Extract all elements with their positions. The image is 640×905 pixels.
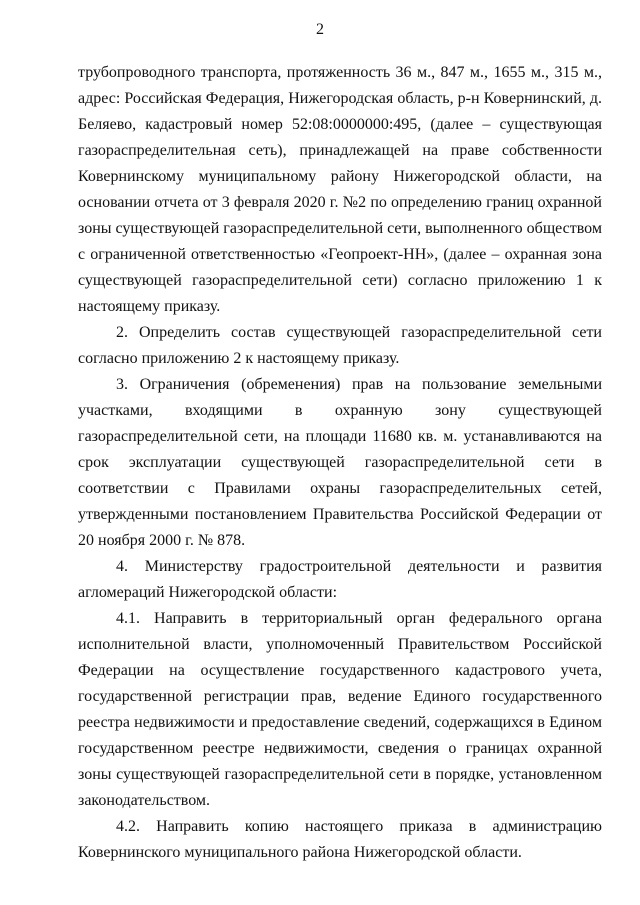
- paragraph-item-2: 2. Определить состав существующей газораспределительной сети согласно приложению 2 к настоящему приказу.: [78, 324, 602, 367]
- paragraph-item-3: 3. Ограничения (обременения) прав на пользование земельными участками, входящими в охранную зону существующей газораспределительной сети, на площади 11680 кв. м. устанавливаются на срок эксплуатации существующей газораспределительной сети в соответствии с Правилами охраны газораспределительных сетей, утвержденными постановлением Правительства Российской Федерации от 20 ноября 2000 г. № 878.: [78, 376, 602, 549]
- paragraph-item-4-2: 4.2. Направить копию настоящего приказа в администрацию Ковернинского муниципального района Нижегородской области.: [78, 818, 602, 861]
- paragraph-item-4-1: 4.1. Направить в территориальный орган федерального органа исполнительной власти, уполномоченный Правительством Российской Федерации на осуществление государственного кадастрового учета, государственной регистрации прав, ведение Единого государственного реестра недвижимости и предоставление сведений, содержащихся в Едином государственном реестре недвижимости, сведения о границах охранной зоны существующей газораспределительной сети в порядке, установленном законодательством.: [78, 610, 602, 809]
- paragraph-item-4: 4. Министерству градостроительной деятельности и развития агломераций Нижегородской области:: [78, 558, 602, 601]
- paragraph-continuation: трубопроводного транспорта, протяженность 36 м., 847 м., 1655 м., 315 м., адрес: Российская Федерация, Нижегородская область, р-н Ковернинский, д. Беляево, кадастровый номер 52:08:0000000:495, (далее – существующая газораспределительная сеть), принадлежащей на праве собственности Ковернинскому муниципальному району Нижегородской области, на основании отчета от 3 февраля 2020 г. №2 по определению границ охранной зоны существующей газораспределительной сети, выполненного обществом с ограниченной ответственностью «Геопроект-НН», (далее – охранная зона существующей газораспределительной сети) согласно приложению 1 к настоящему приказу.: [78, 64, 602, 315]
- document-body: [78, 60, 602, 866]
- page-number: 2: [316, 21, 324, 38]
